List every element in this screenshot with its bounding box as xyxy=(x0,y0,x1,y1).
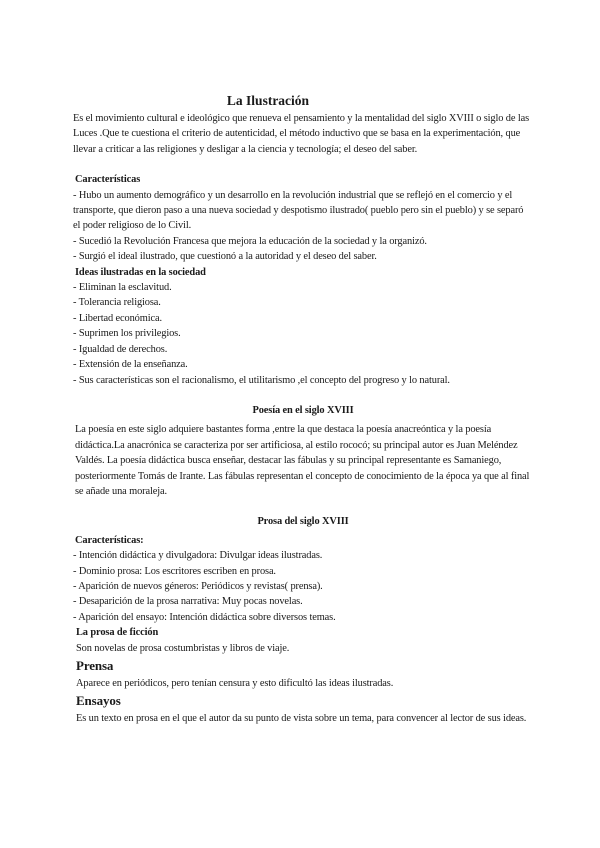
prensa-paragraph: Aparece en periódicos, pero tenían censura y esto dificultó las ideas ilustradas. xyxy=(76,678,394,689)
list-item: - Sucedió la Revolución Francesa que mejora la educación de la sociedad y la organizó. xyxy=(73,235,427,247)
prensa-heading: Prensa xyxy=(76,658,114,673)
prosa-subheading: Características: xyxy=(75,534,144,546)
list-item: - Intención didáctica y divulgadora: Divulgar ideas ilustradas. xyxy=(73,550,323,562)
ideas-heading: Ideas ilustradas en la sociedad xyxy=(75,266,206,278)
list-item: - Desaparición de la prosa narrativa: Muy pocas novelas. xyxy=(73,596,303,608)
list-item: - Hubo un aumento demográfico y un desarrollo en la revolución industrial que se reflejó en el comercio y el transporte, que dieron paso a una nueva sociedad y despotismo ilustrado( pueblo pero sin el pueblo) y se separó el poder religioso de lo Civil. xyxy=(73,189,524,232)
list-item: - Aparición del ensayo: Intención didáctica sobre diversos temas. xyxy=(73,611,336,623)
list-item: - Surgió el ideal ilustrado, que cuestionó a la autoridad y el deseo del saber. xyxy=(73,251,377,263)
ficcion-heading: La prosa de ficción xyxy=(76,627,159,639)
intro-paragraph: Es el movimiento cultural e ideológico que renueva el pensamiento y la mentalidad del siglo XVIII o siglo de las Luces .Que te cuestiona el criterio de autenticidad, el método inductivo que se basa en la experimentación, que llevar a criticar a las religiones y desligar a la ciencia y tecnología; el deseo del saber. xyxy=(73,113,530,155)
list-item: - Tolerancia religiosa. xyxy=(73,297,161,309)
document-body xyxy=(73,111,533,727)
poesia-heading: Poesía en el siglo XVIII xyxy=(252,404,354,416)
list-item: - Libertad económica. xyxy=(73,312,162,324)
spacer xyxy=(73,157,533,172)
caracteristicas-heading: Características xyxy=(75,174,141,186)
list-item: - Extensión de la enseñanza. xyxy=(73,359,188,371)
list-item: - Igualdad de derechos. xyxy=(73,343,168,355)
poesia-paragraph: La poesía en este siglo adquiere bastantes forma ,entre la que destaca la poesía anacreóntica y la poesía didáctica.La anacrónica se caracteriza por ser artificiosa, al estilo rococó; su principal autor es Juan Meléndez Valdés. La poesía didáctica busca enseñar, destacar las fábulas y su principal representante es Samaniego, posteriormente Tomás de Irante. Las fábulas representan el concepto de conocimiento de la época ya que al final se añade una moraleja. xyxy=(75,424,530,497)
ensayos-paragraph: Es un texto en prosa en el que el autor da su punto de vista sobre un tema, para convencer al lector de sus ideas. xyxy=(76,713,527,725)
ficcion-paragraph: Son novelas de prosa costumbristas y libros de viaje. xyxy=(76,642,290,654)
list-item: - Eliminan la esclavitud. xyxy=(73,282,172,294)
list-item: - Dominio prosa: Los escritores escriben en prosa. xyxy=(73,565,276,577)
list-item: - Sus características son el racionalismo, el utilitarismo ,el concepto del progreso y lo natural. xyxy=(73,374,450,386)
ensayos-heading: Ensayos xyxy=(76,693,121,709)
spacer xyxy=(73,388,533,403)
prosa-heading: Prosa del siglo XVIII xyxy=(257,516,349,528)
spacer xyxy=(73,499,533,514)
list-item: - Suprimen los privilegios. xyxy=(73,328,181,340)
page-title: La Ilustración xyxy=(226,93,310,108)
list-item: - Aparición de nuevos géneros: Periódicos y revistas( prensa). xyxy=(73,580,323,592)
